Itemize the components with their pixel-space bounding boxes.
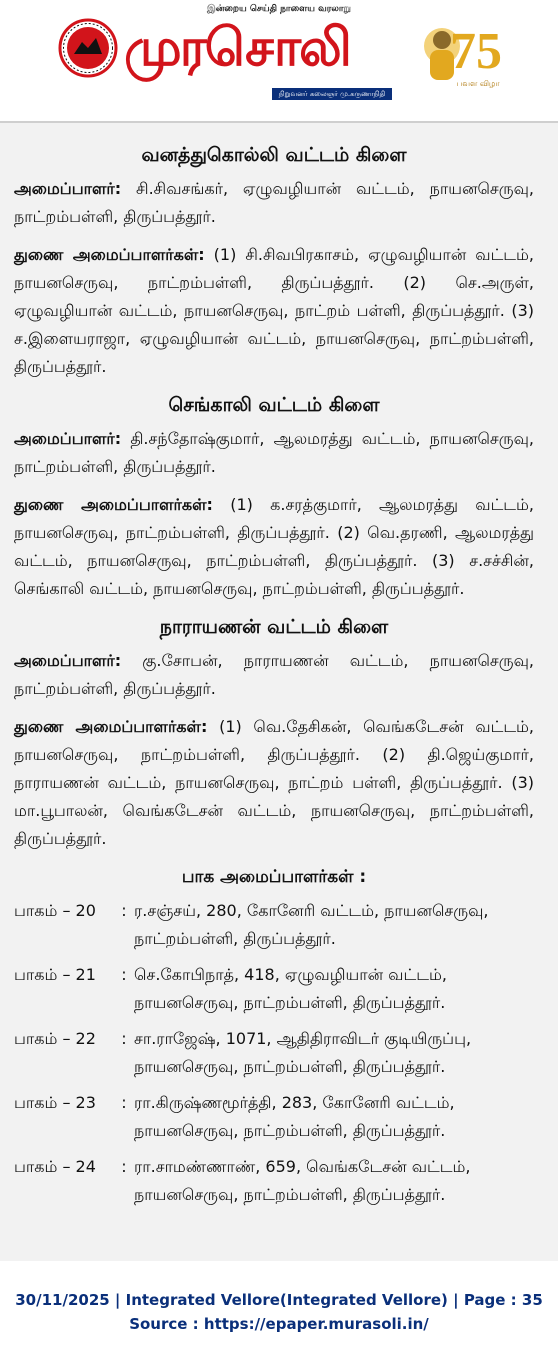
deputy-paragraph: [14, 491, 534, 603]
deputy-paragraph: [14, 241, 534, 381]
organiser-label: அமைப்பாளர்:: [14, 179, 122, 198]
anniversary-number: 75: [450, 23, 502, 80]
booth-row: [14, 1153, 534, 1209]
booth-details: ரா.கிருஷ்ணமூர்த்தி, 283, கோனேரி வட்டம், நாயனசெருவு, நாட்றம்பள்ளி, திருப்பத்தூர்.: [134, 1093, 455, 1140]
deputy-label: துணை அமைப்பாளர்கள்:: [14, 245, 205, 264]
section-title: நாராயணன் வட்டம் கிளை: [159, 616, 389, 638]
newspaper-brand: முரசொலி: [124, 18, 350, 78]
deputy-text: (1) சி.சிவபிரகாசம், ஏழுவழியான் வட்டம், நாயனசெருவு, நாட்றம்பள்ளி, திருப்பத்தூர். (2) செ.அருள், ஏழுவழியான் வட்டம், நாயனசெருவு, நாட்றம் பள்ளி, திருப்பத்தூர். (3) ச.இளையராஜா, ஏழுவழியான் வட்டம், நாயனசெருவு, நாட்றம்பள்ளி, திருப்பத்தூர்.: [14, 245, 534, 376]
section-title: வனத்துகொல்லி வட்டம் கிளை: [141, 144, 407, 166]
booth-row: [14, 1025, 534, 1081]
booth-separator: :: [121, 1093, 127, 1112]
booth-details: சா.ராஜேஷ், 1071, ஆதிதிராவிடர் குடியிருப்பு, நாயனசெருவு, நாட்றம்பள்ளி, திருப்பத்தூர்.: [134, 1029, 472, 1076]
deputy-text: (1) க.சரத்குமார், ஆலமரத்து வட்டம், நாயனசெருவு, நாட்றம்பள்ளி, திருப்பத்தூர். (2) வெ.தரணி, ஆலமரத்து வட்டம், நாயனசெருவு, நாட்றம்பள்ளி, திருப்பத்தூர். (3) ச.சச்சின், செங்காலி வட்டம், நாயனசெருவு, நாட்றம்பள்ளி, திருப்பத்தூர்.: [14, 495, 535, 598]
booth-label: பாகம் – 22: [14, 1029, 96, 1048]
organiser-text: கு.சோபன், நாராயணன் வட்டம், நாயனசெருவு, நாட்றம்பள்ளி, திருப்பத்தூர்.: [14, 651, 534, 698]
organiser-text: சி.சிவசங்கர், ஏழுவழியான் வட்டம், நாயனசெருவு, நாட்றம்பள்ளி, திருப்பத்தூர்.: [14, 179, 534, 226]
deputy-text: (1) வெ.தேசிகன், வெங்கடேசன் வட்டம், நாயனசெருவு, நாட்றம்பள்ளி, திருப்பத்தூர். (2) தி.ஜெய்குமார், நாராயணன் வட்டம், நாயனசெருவு, நாட்றம் பள்ளி, திருப்பத்தூர். (3) மா.பூபாலன், வெங்கடேசன் வட்டம், நாயனசெருவு, நாட்றம்பள்ளி, திருப்பத்தூர்.: [14, 717, 535, 848]
booth-details: ரா.சாமண்ணாண், 659, வெங்கடேசன் வட்டம், நாயனசெருவு, நாட்றம்பள்ளி, திருப்பத்தூர்.: [134, 1157, 471, 1204]
deputy-label: துணை அமைப்பாளர்கள்:: [14, 495, 213, 514]
booth-row: [14, 1089, 534, 1145]
booth-row: [14, 897, 534, 953]
anniversary-75-emblem: [416, 6, 506, 110]
booth-details: செ.கோபிநாத், 418, ஏழுவழியான் வட்டம், நாயனசெருவு, நாட்றம்பள்ளி, திருப்பத்தூர்.: [134, 965, 447, 1012]
booth-details: ர.சஞ்சய், 280, கோனேரி வட்டம், நாயனசெருவு, நாட்றம்பள்ளி, திருப்பத்தூர்.: [134, 901, 489, 948]
booth-separator: :: [121, 1029, 127, 1048]
article-content: [14, 141, 534, 1217]
article-body: [0, 123, 558, 1261]
section-title: செங்காலி வட்டம் கிளை: [168, 394, 380, 416]
booth-row: [14, 961, 534, 1017]
founder-strip: நிறுவனர் கலைஞர் மு.கருணாநிதி: [272, 88, 392, 100]
booth-separator: :: [121, 901, 127, 920]
booth-label: பாகம் – 23: [14, 1093, 96, 1112]
edition-info: 30/11/2025 | Integrated Vellore(Integrated Vellore) | Page : 35: [15, 1291, 543, 1309]
organiser-paragraph: [14, 647, 534, 703]
booth-label: பாகம் – 20: [14, 901, 96, 920]
organiser-paragraph: [14, 175, 534, 231]
tagline: இன்றைய செய்தி நாளைய வரலாறு: [206, 4, 352, 14]
booth-label: பாகம் – 24: [14, 1157, 96, 1176]
organiser-text: தி.சந்தோஷ்குமார், ஆலமரத்து வட்டம், நாயனசெருவு, நாட்றம்பள்ளி, திருப்பத்தூர்.: [14, 429, 534, 476]
organiser-label: அமைப்பாளர்:: [14, 429, 122, 448]
organiser-paragraph: [14, 425, 534, 481]
booth-separator: :: [121, 1157, 127, 1176]
source-link[interactable]: Source : https://epaper.murasoli.in/: [129, 1315, 429, 1333]
booth-organisers-title: பாக அமைப்பாளர்கள் :: [181, 867, 367, 887]
masthead: [0, 0, 558, 120]
deputy-label: துணை அமைப்பாளர்கள்:: [14, 717, 208, 736]
page-footer: [0, 1288, 558, 1336]
anniversary-label: பவள விழா: [456, 79, 500, 88]
deputy-paragraph: [14, 713, 534, 853]
party-seal-logo: [58, 18, 118, 78]
organiser-label: அமைப்பாளர்:: [14, 651, 122, 670]
booth-separator: :: [121, 965, 127, 984]
booth-label: பாகம் – 21: [14, 965, 96, 984]
